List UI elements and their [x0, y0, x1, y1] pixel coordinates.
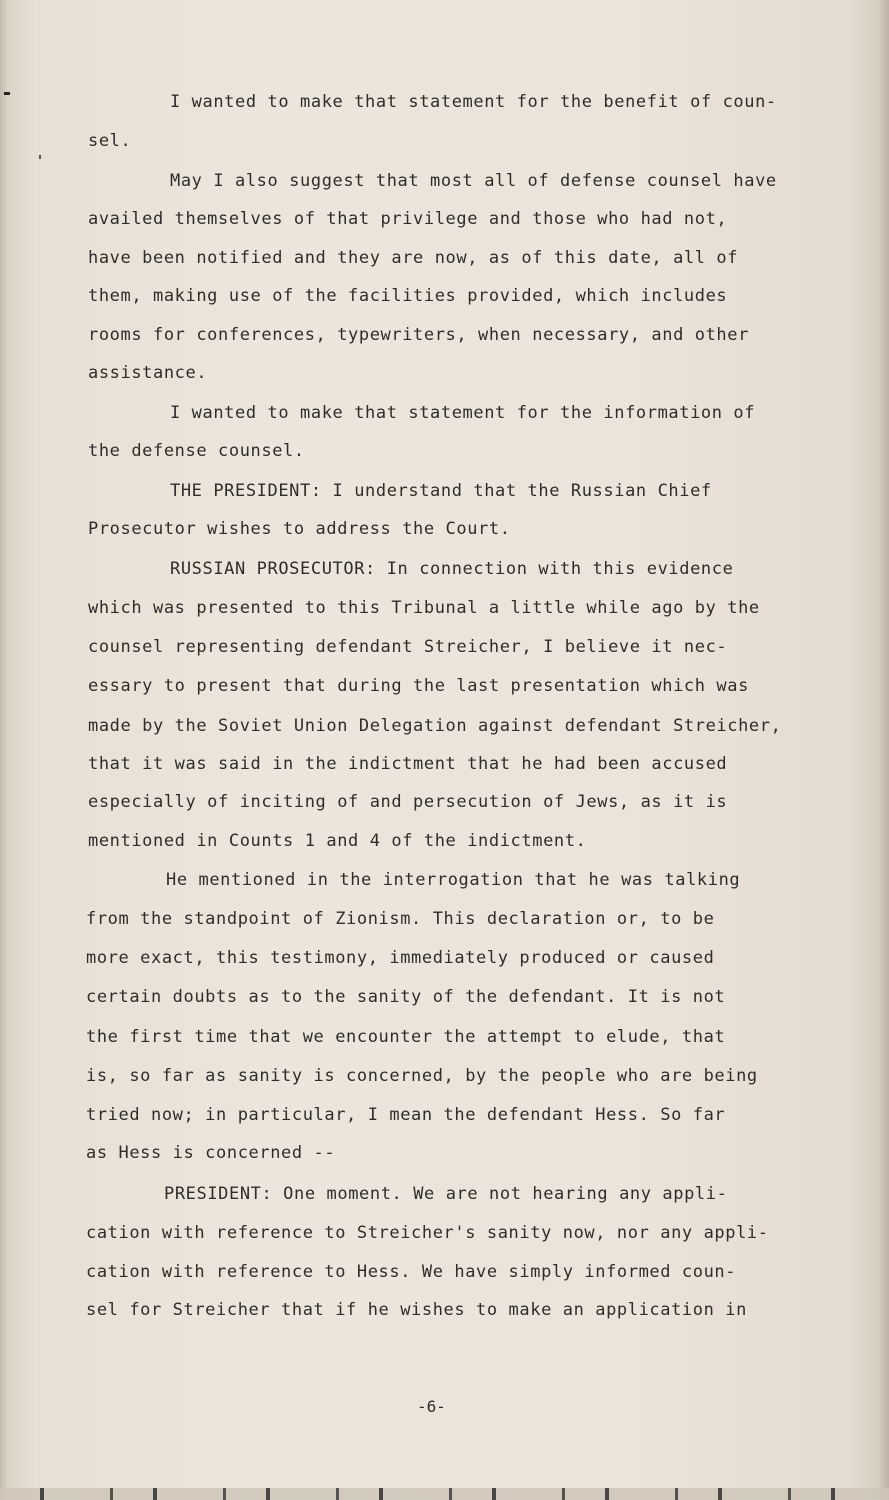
margin-dot	[39, 155, 41, 159]
text-line: them, making use of the facilities provided, which includes	[88, 286, 728, 306]
text-line: rooms for conferences, typewriters, when necessary, and other	[88, 325, 749, 345]
text-line: sel for Streicher that if he wishes to make an application in	[86, 1300, 747, 1320]
text-line: tried now; in particular, I mean the defendant Hess. So far	[86, 1105, 726, 1125]
text-line: the first time that we encounter the attempt to elude, that	[86, 1027, 726, 1047]
text-line: essary to present that during the last presentation which was	[88, 676, 749, 696]
text-line: Prosecutor wishes to address the Court.	[88, 519, 511, 539]
text-line: from the standpoint of Zionism. This declaration or, to be	[86, 909, 715, 929]
text-line: which was presented to this Tribunal a little while ago by the	[88, 598, 760, 618]
text-line: made by the Soviet Union Delegation against defendant Streicher,	[88, 716, 782, 736]
text-line: I wanted to make that statement for the information of	[170, 403, 756, 423]
text-line: PRESIDENT: One moment. We are not hearing any appli-	[164, 1184, 728, 1204]
scan-edge	[0, 1488, 889, 1500]
text-line: mentioned in Counts 1 and 4 of the indictment.	[88, 831, 587, 851]
text-line: THE PRESIDENT: I understand that the Russian Chief	[170, 481, 712, 501]
page-left-shadow	[0, 0, 8, 1500]
text-line: cation with reference to Streicher's sanity now, nor any appli-	[86, 1223, 769, 1243]
text-line: more exact, this testimony, immediately produced or caused	[86, 948, 715, 968]
text-line: He mentioned in the interrogation that he was talking	[166, 870, 741, 890]
page-right-shadow	[879, 0, 889, 1500]
text-line: cation with reference to Hess. We have simply informed coun-	[86, 1262, 737, 1282]
text-line: the defense counsel.	[88, 441, 305, 461]
text-line: that it was said in the indictment that he had been accused	[88, 754, 728, 774]
text-line: assistance.	[88, 363, 208, 383]
text-line: especially of inciting of and persecution of Jews, as it is	[88, 792, 728, 812]
text-line: is, so far as sanity is concerned, by the people who are being	[86, 1066, 758, 1086]
text-line: certain doubts as to the sanity of the defendant. It is not	[86, 987, 726, 1007]
text-line: have been notified and they are now, as of this date, all of	[88, 248, 739, 268]
text-line: I wanted to make that statement for the benefit of coun-	[170, 92, 777, 112]
page-number: -6-	[417, 1397, 446, 1416]
text-line: sel.	[88, 131, 132, 151]
text-line: availed themselves of that privilege and those who had not,	[88, 209, 728, 229]
margin-mark	[4, 92, 10, 95]
text-line: RUSSIAN PROSECUTOR: In connection with this evidence	[170, 559, 734, 579]
text-line: counsel representing defendant Streicher, I believe it nec-	[88, 637, 728, 657]
text-line: May I also suggest that most all of defense counsel have	[170, 171, 777, 191]
text-line: as Hess is concerned --	[86, 1143, 336, 1163]
